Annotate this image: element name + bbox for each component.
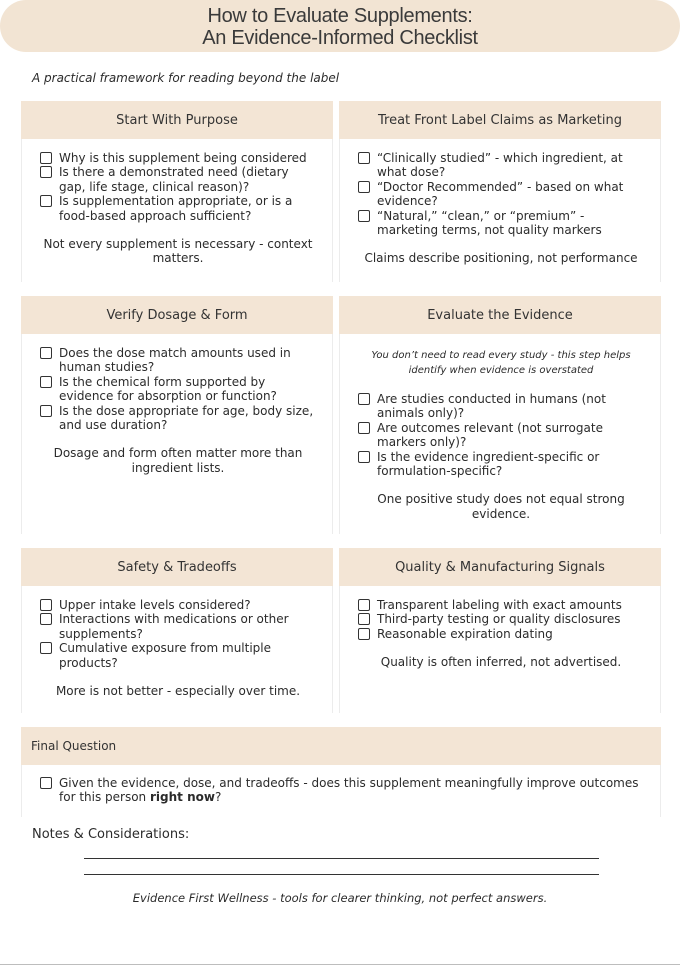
checklist-item[interactable]: [40, 346, 316, 375]
checklist-item[interactable]: [40, 194, 316, 223]
card-heading: Quality & Manufacturing Signals: [339, 548, 661, 586]
title-line-1: How to Evaluate Supplements:: [207, 5, 473, 27]
checklist-item[interactable]: [358, 612, 644, 626]
checkbox[interactable]: [40, 642, 52, 654]
card-note: Dosage and form often matter more than ingredient lists.: [53, 446, 303, 475]
checklist-item-text: Does the dose match amounts used in human studies?: [59, 346, 291, 375]
checkbox[interactable]: [40, 405, 52, 417]
checkbox[interactable]: [40, 777, 52, 789]
card-heading: Evaluate the Evidence: [339, 296, 661, 334]
card-safety-tradeoffs: [21, 548, 333, 713]
checklist-item[interactable]: [40, 612, 316, 641]
checklist-item[interactable]: [358, 180, 644, 209]
checklist-item-text: Is the dose appropriate for age, body size, and use duration?: [59, 403, 314, 433]
checklist-item-text: “Clinically studied” - which ingredient, at what dose?: [377, 151, 623, 180]
checkbox[interactable]: [40, 166, 52, 178]
checklist-item[interactable]: [40, 375, 316, 404]
notes-label: Notes & Considerations:: [32, 827, 190, 842]
card-heading: Start With Purpose: [21, 101, 333, 139]
checklist-item[interactable]: [40, 641, 316, 670]
final-question-body: [21, 765, 661, 817]
checkbox[interactable]: [40, 152, 52, 164]
card-note: Quality is often inferred, not advertised.: [380, 655, 622, 670]
checklist-item-text: Upper intake levels considered?: [59, 598, 251, 612]
card-body: [339, 334, 661, 534]
card-body: [339, 586, 661, 713]
final-question-tail: ?: [214, 790, 222, 805]
checkbox[interactable]: [358, 210, 370, 222]
checkbox[interactable]: [358, 628, 370, 640]
card-quality-manufacturing: [339, 548, 661, 713]
card-heading: Safety & Tradeoffs: [21, 548, 333, 586]
checkbox[interactable]: [358, 181, 370, 193]
subtitle: A practical framework for reading beyond the label: [32, 71, 340, 85]
card-start-with-purpose: [21, 101, 333, 282]
card-note: One positive study does not equal strong evidence.: [377, 492, 625, 521]
checklist-item[interactable]: [40, 598, 316, 612]
card-note: More is not better - especially over time.: [55, 684, 301, 699]
title-banner: [0, 0, 680, 52]
card-evaluate-evidence: [339, 296, 661, 534]
checklist-item[interactable]: [358, 598, 644, 612]
card-body: [339, 139, 661, 282]
card-body: [21, 586, 333, 713]
checklist-item-text: Why is this supplement being considered: [59, 151, 307, 165]
card-heading: Treat Front Label Claims as Marketing: [339, 101, 661, 139]
checkbox[interactable]: [358, 599, 370, 611]
checkbox[interactable]: [358, 152, 370, 164]
checklist-item[interactable]: [358, 209, 644, 238]
checklist-item-text: Interactions with medications or other supplements?: [59, 612, 289, 641]
card-body: [21, 139, 333, 282]
checklist-item[interactable]: [40, 404, 316, 433]
checklist-item-text: Transparent labeling with exact amounts: [377, 598, 622, 612]
checklist-item[interactable]: [358, 392, 644, 421]
checklist-item-text: Is there a demonstrated need (dietary gap, life stage, clinical reason)?: [59, 165, 289, 194]
checklist-item[interactable]: [358, 450, 644, 479]
checklist-item[interactable]: [358, 151, 644, 180]
checklist-item[interactable]: [358, 421, 644, 450]
bottom-divider: [0, 964, 680, 965]
checklist-item-text: Cumulative exposure from multiple products?: [59, 641, 272, 670]
checklist-item-text: Are studies conducted in humans (not animals only)?: [377, 392, 606, 421]
footer: Evidence First Wellness - tools for clearer thinking, not perfect answers.: [132, 891, 548, 905]
card-verify-dosage-form: [21, 296, 333, 534]
notes-line[interactable]: [84, 874, 599, 875]
checkbox[interactable]: [40, 347, 52, 359]
title-line-2: An Evidence-Informed Checklist: [202, 27, 478, 49]
notes-line[interactable]: [84, 858, 599, 859]
final-question-text: [59, 776, 644, 805]
card-heading: Verify Dosage & Form: [21, 296, 333, 334]
checkbox[interactable]: [358, 422, 370, 434]
checkbox[interactable]: [40, 613, 52, 625]
final-question-section: [21, 727, 661, 817]
checklist-item-text: “Natural,” “clean,” or “premium” - marketing terms, not quality markers: [377, 208, 602, 238]
card-note: Claims describe positioning, not performance: [364, 251, 638, 266]
checkbox[interactable]: [358, 613, 370, 625]
checklist-item[interactable]: [358, 627, 644, 641]
card-body: [21, 334, 333, 534]
checklist-item-text: Is the chemical form supported by evidence for absorption or function?: [59, 374, 277, 404]
checklist-item-text: Is supplementation appropriate, or is a food-based approach sufficient?: [59, 194, 293, 223]
card-front-label-claims: [339, 101, 661, 282]
card-note: Not every supplement is necessary - context matters.: [43, 237, 313, 266]
checklist-item[interactable]: [40, 776, 644, 805]
checklist-item-text: Are outcomes relevant (not surrogate markers only)?: [377, 420, 603, 450]
checkbox[interactable]: [40, 195, 52, 207]
final-question-main: Given the evidence, dose, and tradeoffs - does this supplement meaningfully improve outcomes for this person: [59, 776, 639, 805]
checklist-item-text: Reasonable expiration dating: [377, 626, 553, 641]
checklist-item-text: Is the evidence ingredient-specific or formulation-specific?: [377, 449, 600, 479]
checkbox[interactable]: [358, 451, 370, 463]
checklist-item[interactable]: [40, 151, 316, 165]
checklist-item[interactable]: [40, 165, 316, 194]
card-intro: You don’t need to read every study - this step helps identify when evidence is overstated: [371, 350, 631, 376]
checkbox[interactable]: [40, 376, 52, 388]
final-question-emphasis: right now: [150, 790, 215, 805]
final-question-heading: Final Question: [21, 727, 661, 765]
checkbox[interactable]: [358, 393, 370, 405]
checklist-item-text: “Doctor Recommended” - based on what evidence?: [377, 179, 624, 209]
checklist-item-text: Third-party testing or quality disclosures: [377, 612, 621, 627]
checkbox[interactable]: [40, 599, 52, 611]
